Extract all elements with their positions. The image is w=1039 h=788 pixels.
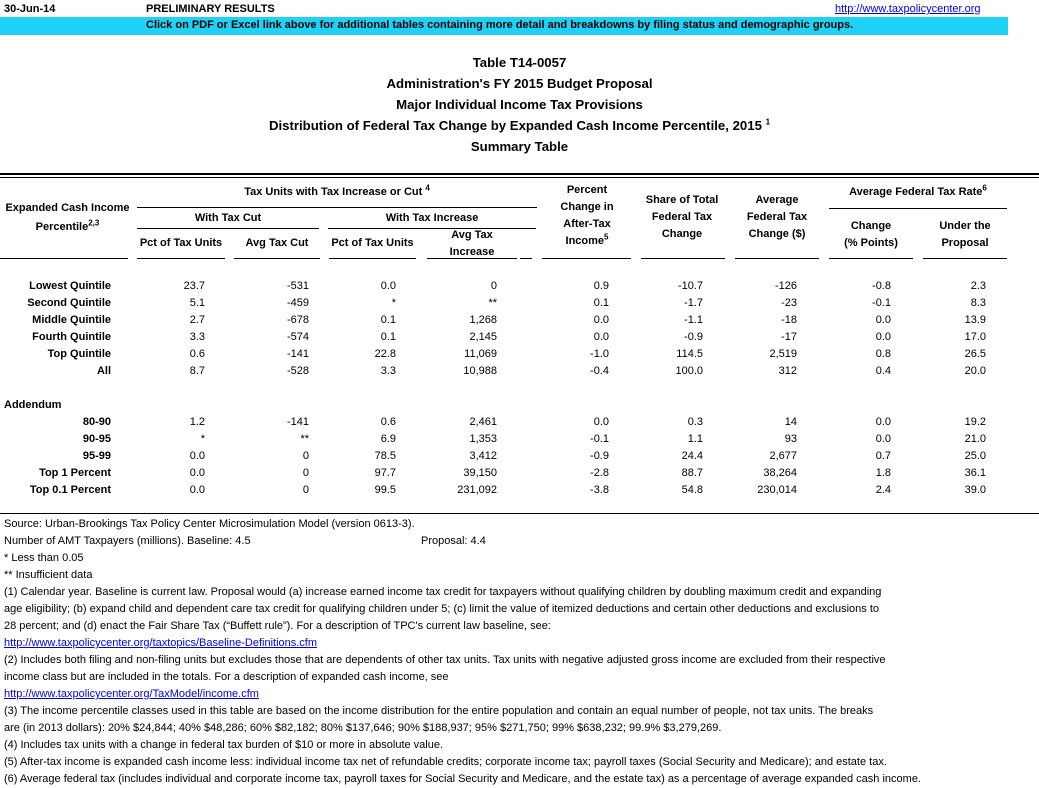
table-cell: 22.8 — [374, 348, 396, 360]
table-cell: -0.9 — [590, 450, 609, 462]
table-cell: 0.0 — [189, 450, 205, 462]
footnote-5: (5) After-tax income is expanded cash income less: individual income tax net of refundable credits; corporate income tax; payroll taxes (Social Security and Medicare); and estate tax. — [4, 756, 887, 768]
table-cell: 3.3 — [189, 331, 205, 343]
table-cell: 0.8 — [875, 348, 891, 360]
table-cell: 2,461 — [469, 416, 497, 428]
table-cell: 0.1 — [593, 297, 609, 309]
footnote-1-line1: (1) Calendar year. Baseline is current law. Proposal would (a) increase earned income tax credit for taxpayers without qualifying children by doubling maximum credit and expanding — [4, 586, 882, 598]
table-cell: ** — [300, 433, 309, 445]
table-cell: 88.7 — [681, 467, 703, 479]
preliminary-label: PRELIMINARY RESULTS — [146, 3, 275, 15]
table-cell: -141 — [286, 348, 309, 360]
rule — [641, 258, 725, 259]
table-cell: 20.0 — [964, 365, 986, 377]
rule — [829, 208, 1007, 209]
rule — [542, 258, 631, 259]
table-cell: 24.4 — [681, 450, 703, 462]
table-cell: 39.0 — [964, 484, 986, 496]
col-pct-change-line4 — [542, 233, 632, 250]
table-cell: -459 — [286, 297, 309, 309]
table-cell: -10.7 — [677, 280, 703, 292]
top-rule — [0, 173, 1039, 175]
rule — [520, 228, 532, 229]
row-label: Lowest Quintile — [29, 280, 111, 292]
rule — [137, 228, 319, 229]
col-share-total-change — [640, 192, 724, 243]
col-pct-change-line1: Percent — [566, 184, 608, 196]
table-cell: 17.0 — [964, 331, 986, 343]
table-cell: -0.9 — [684, 331, 703, 343]
row-label: Second Quintile — [27, 297, 111, 309]
col-rate-proposal-line1: Under the — [939, 220, 991, 232]
group-header-tax-units-text: Tax Units with Tax Increase or Cut — [244, 186, 423, 198]
col-pct-tax-increase: Pct of Tax Units — [331, 237, 414, 249]
table-cell: 0.3 — [687, 416, 703, 428]
col-rate-proposal-line2: Proposal — [941, 237, 989, 249]
row-label: Top Quintile — [47, 348, 111, 360]
group-header-avg-rate-text: Average Federal Tax Rate — [849, 186, 983, 198]
col-rate-under-proposal — [923, 218, 1007, 252]
rule — [137, 258, 225, 259]
rule — [923, 258, 1007, 259]
group-header-tax-units — [137, 184, 537, 201]
row-label: Fourth Quintile — [32, 331, 111, 343]
table-cell: -0.1 — [872, 297, 891, 309]
table-cell: 0.9 — [593, 280, 609, 292]
table-cell: 2.3 — [970, 280, 986, 292]
rule — [234, 258, 320, 259]
table-cell: 1.8 — [875, 467, 891, 479]
table-cell: 0.0 — [380, 280, 396, 292]
table-cell: 100.0 — [675, 365, 703, 377]
footnote-2-line2: income class but are included in the totals. For a description of expanded cash income, see — [4, 671, 449, 683]
table-cell: 0.4 — [875, 365, 891, 377]
row-label: All — [96, 365, 111, 377]
row-label: 80-90 — [82, 416, 111, 428]
col-share-line3: Change — [661, 228, 703, 240]
table-cell: -1.1 — [684, 314, 703, 326]
bottom-rule — [0, 513, 1039, 514]
table-cell: -678 — [286, 314, 309, 326]
table-cell: 0.0 — [189, 467, 205, 479]
footnote-4: (4) Includes tax units with a change in federal tax burden of $10 or more in absolute value. — [4, 739, 444, 751]
report-date: 30-Jun-14 — [4, 3, 56, 15]
table-number: Table T14-0057 — [472, 55, 567, 70]
table-cell: 0.6 — [380, 416, 396, 428]
table-cell: 312 — [778, 365, 797, 377]
rule — [735, 258, 819, 259]
double-star-note: ** Insufficient data — [4, 569, 93, 581]
col-avg-tax-increase-line1: Avg Tax — [451, 229, 493, 241]
tpc-site-link[interactable]: http://www.taxpolicycenter.org — [835, 3, 981, 15]
table-cell: 10,988 — [463, 365, 497, 377]
rule — [137, 207, 537, 208]
table-title: Administration's FY 2015 Budget Proposal — [386, 76, 653, 91]
col-rate-change-line2: (% Points) — [844, 237, 898, 249]
table-cell: -141 — [286, 416, 309, 428]
footnote-1-link-wrap — [4, 637, 317, 649]
table-cell: 2,145 — [469, 331, 497, 343]
col-pct-change-income: Income — [565, 235, 605, 247]
footnote-ref: 1 — [765, 117, 771, 127]
table-cell: 99.5 — [374, 484, 396, 496]
footnote-2-link-wrap — [4, 688, 259, 700]
table-cell: 230,014 — [757, 484, 797, 496]
group-header-avg-rate — [829, 184, 1007, 201]
table-cell: 1.2 — [189, 416, 205, 428]
col-share-line2: Federal Tax — [651, 211, 713, 223]
table-cell: 1,353 — [469, 433, 497, 445]
table-cell: 0.6 — [189, 348, 205, 360]
footnote-ref: 4 — [425, 183, 430, 193]
row-header-percentile: Percentile — [35, 221, 89, 233]
table-cell: 0.0 — [875, 416, 891, 428]
footnote-1-line3: 28 percent; and (d) enact the Fair Share Tax (“Buffett rule”). For a description of TPC's current law baseline, see: — [4, 620, 551, 632]
col-pct-change-line3: After-Tax — [563, 218, 611, 230]
table-cell: 3.3 — [380, 365, 396, 377]
col-pct-tax-cut: Pct of Tax Units — [139, 237, 223, 249]
table-cell: 0.1 — [380, 314, 396, 326]
table-cell: 78.5 — [374, 450, 396, 462]
table-cell: 54.8 — [681, 484, 703, 496]
col-avg-tax-increase — [427, 227, 517, 261]
footnote-ref: 5 — [604, 232, 609, 242]
table-cell: 231,092 — [457, 484, 497, 496]
subgroup-tax-cut: With Tax Cut — [194, 212, 262, 224]
income-model-link[interactable]: http://www.taxpolicycenter.org/TaxModel/income.cfm — [4, 688, 259, 700]
footnote-3-line1: (3) The income percentile classes used in this table are based on the income distribution for the entire population and contain an equal number of people, not tax units. The breaks — [4, 705, 874, 717]
col-avg-change-line1: Average — [755, 194, 799, 206]
table-cell: ** — [488, 297, 497, 309]
rule — [520, 258, 532, 259]
table-cell: 6.9 — [380, 433, 396, 445]
table-cell: 11,069 — [464, 348, 497, 360]
row-label: Top 1 Percent — [39, 467, 111, 479]
table-cell: 2,519 — [769, 348, 797, 360]
col-avg-federal-tax-change — [735, 192, 819, 243]
table-cell: 38,264 — [763, 467, 797, 479]
table-cell: -528 — [286, 365, 309, 377]
table-cell: -0.1 — [590, 433, 609, 445]
addendum-label: Addendum — [4, 399, 62, 411]
table-cell: 2.4 — [875, 484, 891, 496]
table-cell: 0.7 — [875, 450, 891, 462]
col-share-line1: Share of Total — [645, 194, 719, 206]
table-description-text: Distribution of Federal Tax Change by Expanded Cash Income Percentile, 2015 — [268, 118, 762, 133]
table-cell: 13.9 — [964, 314, 986, 326]
row-header — [0, 199, 135, 237]
table-cell: -126 — [774, 280, 797, 292]
amt-note: Number of AMT Taxpayers (millions). Baseline: 4.5 — [4, 535, 251, 547]
table-cell: 0.0 — [875, 331, 891, 343]
table-cell: 1,268 — [469, 314, 497, 326]
row-label: 90-95 — [82, 433, 111, 445]
row-label: Top 0.1 Percent — [29, 484, 111, 496]
col-avg-tax-cut: Avg Tax Cut — [245, 237, 309, 249]
table-cell: 8.7 — [189, 365, 205, 377]
table-cell: -2.8 — [590, 467, 609, 479]
row-header-line1: Expanded Cash Income — [5, 202, 130, 214]
rule — [329, 258, 416, 259]
table-cell: 2,677 — [769, 450, 797, 462]
table-cell: 25.0 — [964, 450, 986, 462]
table-cell: 39,150 — [463, 467, 497, 479]
table-cell: 0 — [302, 467, 309, 479]
col-pct-change-line2: Change in — [560, 201, 614, 213]
table-cell: 0 — [302, 450, 309, 462]
table-cell: 3,412 — [469, 450, 497, 462]
table-cell: -23 — [781, 297, 797, 309]
table-cell: -0.4 — [590, 365, 609, 377]
table-description — [0, 118, 1039, 133]
table-cell: -531 — [286, 280, 309, 292]
table-cell: 0 — [490, 280, 497, 292]
table-cell: 14 — [784, 416, 797, 428]
rule — [829, 258, 913, 259]
table-cell: 0.0 — [189, 484, 205, 496]
footnote-1-line2: age eligibility; (b) expand child and dependent care tax credit for qualifying children under 5; (c) limit the value of itemized deductions and certain other deductions and exclusions to — [4, 603, 880, 615]
summary-table-label: Summary Table — [470, 139, 569, 154]
footnote-ref: 6 — [982, 183, 987, 193]
footnote-2-line1: (2) Includes both filing and non-filing units but excludes those that are dependents of other tax units. Tax units with negative adjusted gross income are excluded from their respective — [4, 654, 886, 666]
table-cell: 0.0 — [875, 314, 891, 326]
info-banner-text: Click on PDF or Excel link above for additional tables containing more detail and breakdowns by filing status and demographic groups. — [146, 19, 854, 31]
table-cell: -17 — [781, 331, 797, 343]
table-cell: 2.7 — [189, 314, 205, 326]
rule — [0, 258, 128, 259]
row-label: 95-99 — [82, 450, 111, 462]
table-cell: 0.0 — [593, 331, 609, 343]
subgroup-tax-increase: With Tax Increase — [385, 212, 479, 224]
col-pct-change-after-tax — [542, 182, 632, 250]
table-cell: 36.1 — [964, 467, 986, 479]
table-cell: -3.8 — [590, 484, 609, 496]
rule — [520, 207, 532, 208]
table-cell: * — [391, 297, 396, 309]
table-cell: 0.0 — [875, 433, 891, 445]
table-cell: 0 — [302, 484, 309, 496]
table-cell: 0.0 — [593, 314, 609, 326]
table-cell: 23.7 — [183, 280, 205, 292]
amt-proposal-note: Proposal: 4.4 — [421, 535, 486, 547]
table-cell: -574 — [286, 331, 309, 343]
top-rule-2 — [0, 177, 1039, 178]
row-header-line2 — [0, 218, 135, 237]
table-cell: -18 — [781, 314, 797, 326]
table-cell: 93 — [784, 433, 797, 445]
table-cell: 97.7 — [374, 467, 396, 479]
table-cell: -0.8 — [872, 280, 891, 292]
table-cell: 8.3 — [970, 297, 986, 309]
col-rate-change-line1: Change — [850, 220, 892, 232]
table-cell: -1.0 — [590, 348, 609, 360]
table-cell: -1.7 — [684, 297, 703, 309]
table-cell: * — [200, 433, 205, 445]
footnote-3-line2: are (in 2013 dollars): 20% $24,844; 40% $48,286; 60% $82,182; 80% $137,646; 90% $188,937; 95% $271,750; 99% $638,232; 99.9% $3,279,269. — [4, 722, 722, 734]
col-avg-tax-increase-line2: Increase — [449, 246, 495, 258]
row-label: Middle Quintile — [32, 314, 111, 326]
table-cell: 19.2 — [964, 416, 986, 428]
table-cell: 0.0 — [593, 416, 609, 428]
table-cell: 0.1 — [380, 331, 396, 343]
table-cell: 1.1 — [687, 433, 703, 445]
footnote-ref: 2,3 — [88, 218, 100, 228]
table-cell: 5.1 — [189, 297, 205, 309]
col-avg-change-line3: Change ($) — [748, 228, 806, 240]
source-note: Source: Urban-Brookings Tax Policy Center Microsimulation Model (version 0613-3). — [4, 518, 415, 530]
table-subtitle: Major Individual Income Tax Provisions — [396, 97, 643, 112]
table-cell: 26.5 — [964, 348, 986, 360]
footnote-6: (6) Average federal tax (includes individual and corporate income tax, payroll taxes for Social Security and Medicare, and the estate tax) as a percentage of average expanded cash income. — [4, 773, 921, 785]
rule — [427, 258, 517, 259]
table-cell: 21.0 — [964, 433, 986, 445]
baseline-definitions-link[interactable]: http://www.taxpolicycenter.org/taxtopics/Baseline-Definitions.cfm — [4, 637, 318, 649]
table-cell: 114.5 — [676, 348, 703, 360]
star-note: * Less than 0.05 — [4, 552, 84, 564]
col-avg-change-line2: Federal Tax — [746, 211, 808, 223]
col-rate-change — [829, 218, 913, 252]
